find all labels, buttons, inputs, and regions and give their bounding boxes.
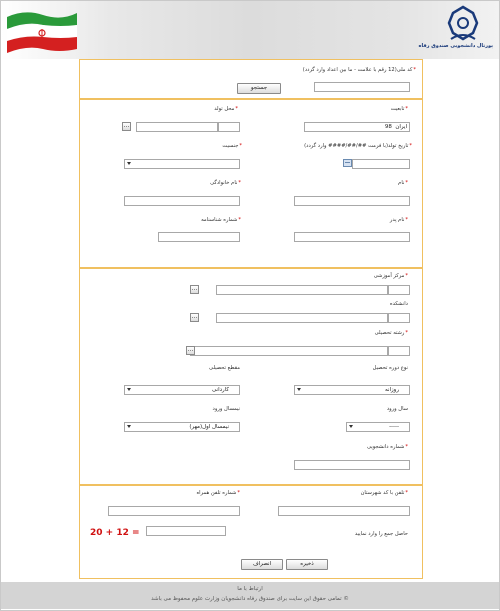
birthdate-input[interactable] — [352, 159, 410, 169]
education-section — [79, 268, 423, 485]
entry-semester-label: نیمسال ورود — [212, 406, 240, 412]
mobile-label: *شماره تلفن همراه — [196, 490, 240, 496]
phone-input[interactable] — [278, 506, 410, 516]
contact-section — [79, 485, 423, 579]
last-name-input[interactable] — [124, 196, 240, 206]
logo-text: پورتال دانشجویی صندوق رفاه — [418, 43, 493, 49]
major-code-input[interactable] — [388, 346, 410, 356]
header-banner — [1, 1, 499, 59]
first-name-input[interactable] — [294, 196, 410, 206]
personal-section — [79, 99, 423, 268]
father-name-label: *نام پدر — [389, 217, 408, 223]
education-center-code-input[interactable] — [388, 285, 410, 295]
course-type-select[interactable]: روزانه — [294, 385, 410, 395]
search-section — [79, 59, 423, 99]
cancel-button[interactable]: انصراف — [241, 559, 283, 570]
degree-label: مقطع تحصیلی — [209, 365, 240, 371]
entry-year-select[interactable]: ----- — [346, 422, 410, 432]
gender-label: *جنسیت — [222, 143, 242, 149]
first-name-label: *نام — [398, 180, 408, 186]
entry-semester-select[interactable]: نیمسال اول(مهر) — [124, 422, 240, 432]
id-number-input[interactable] — [158, 232, 240, 242]
captcha-label: حاصل جمع را وارد نمایید — [354, 531, 408, 537]
main-content — [1, 59, 499, 581]
captcha-question: 20 + 12 = — [90, 528, 140, 538]
major-input[interactable] — [190, 346, 388, 356]
national-code-label: *کد ملی(12 رقم با علامت - ما بین اعداد وارد گردد) — [302, 67, 416, 73]
faculty-lookup-button[interactable]: ... — [191, 313, 198, 320]
captcha-input[interactable] — [146, 526, 226, 536]
education-center-label: *مرکز آموزشی — [373, 273, 408, 279]
id-number-label: *شماره شناسنامه — [201, 217, 241, 223]
student-number-input[interactable] — [294, 460, 410, 470]
save-button[interactable]: ذخیره — [286, 559, 328, 570]
calendar-icon[interactable] — [343, 159, 352, 167]
faculty-label: دانشکده — [389, 301, 408, 307]
footer — [1, 582, 499, 609]
faculty-input[interactable] — [216, 313, 388, 323]
mobile-input[interactable] — [108, 506, 240, 516]
iran-flag-icon — [5, 7, 79, 55]
entry-year-label: سال ورود — [386, 406, 408, 412]
nationality-label: *تابعیت — [390, 106, 408, 112]
father-name-input[interactable] — [294, 232, 410, 242]
birthplace-label: *محل تولد — [214, 106, 238, 112]
education-center-input[interactable] — [216, 285, 388, 295]
faculty-code-input[interactable] — [388, 313, 410, 323]
search-button[interactable]: جستجو — [237, 83, 281, 94]
birthplace-input[interactable] — [136, 122, 218, 132]
national-code-input[interactable] — [314, 82, 410, 92]
fund-logo-icon — [433, 5, 493, 57]
major-lookup-button[interactable]: ... — [187, 346, 194, 353]
last-name-label: *نام خانوادگی — [210, 180, 241, 186]
gender-select[interactable] — [124, 159, 240, 169]
contact-us-link[interactable]: ارتباط با ما — [237, 586, 263, 592]
course-type-label: نوع دوره تحصیل — [372, 365, 408, 371]
birthdate-label: *تاریخ تولد(با فرمت ##/##/#### وارد گردد) — [304, 143, 412, 149]
nationality-input[interactable]: ایران 98 — [304, 122, 410, 132]
student-number-label: *شماره دانشجویی — [366, 444, 408, 450]
education-center-lookup-button[interactable]: ... — [191, 285, 198, 292]
phone-label: *تلفن با کد شهرستان — [360, 490, 408, 496]
birthplace-lookup-button[interactable]: ... — [123, 122, 130, 129]
copyright-text: © تمامی حقوق این سایت برای صندوق رفاه دانشجویان وزارت علوم محفوظ می باشد — [151, 596, 349, 602]
degree-select[interactable]: کاردانی — [124, 385, 240, 395]
major-label: *رشته تحصیلی — [374, 330, 408, 336]
birthplace-code-input[interactable] — [218, 122, 240, 132]
